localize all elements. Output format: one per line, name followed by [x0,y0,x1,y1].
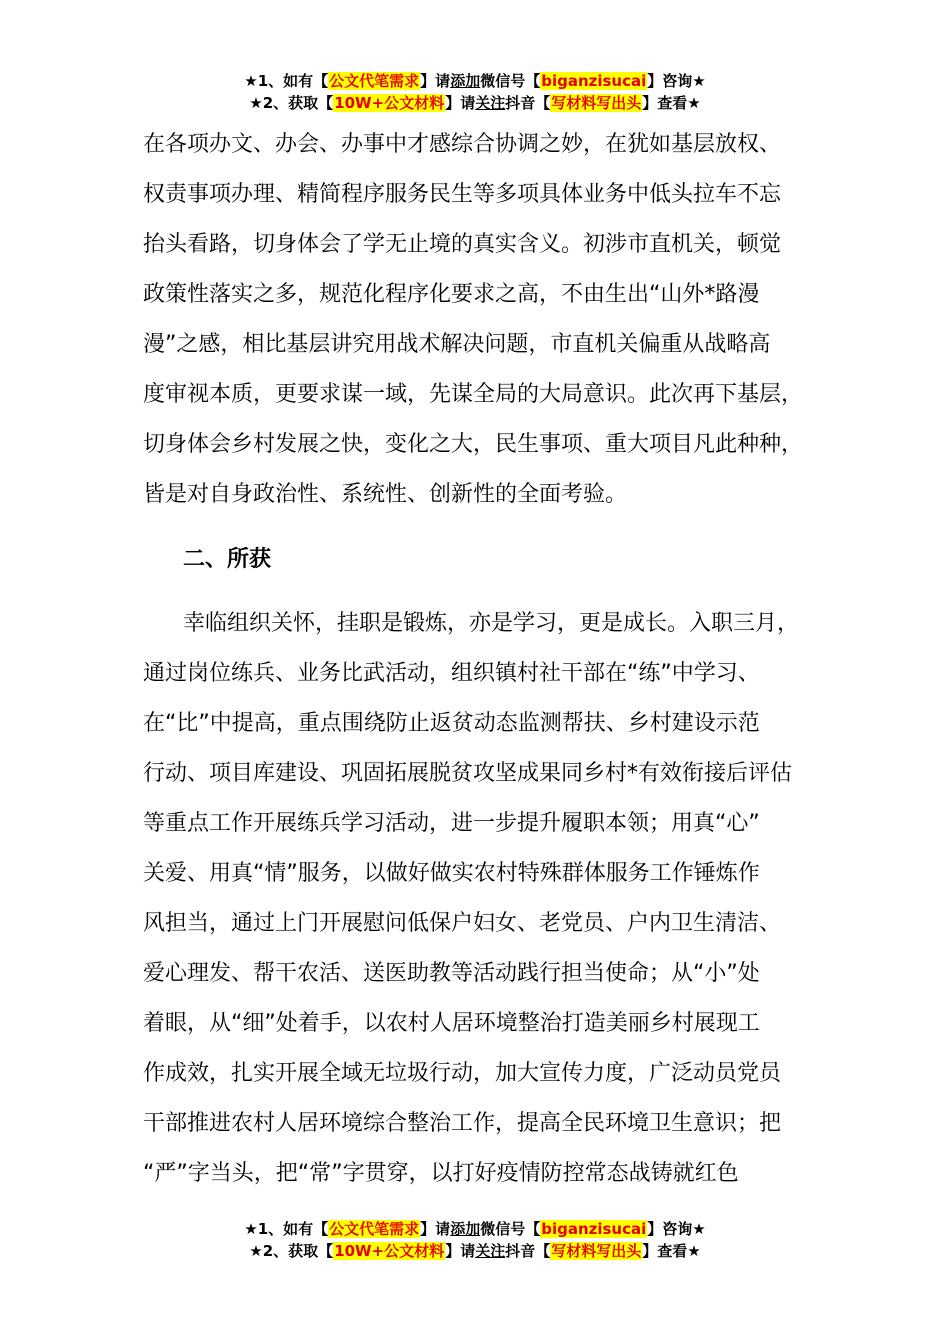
document-body [143,120,823,1199]
text-line: “严”字当头，把“常”字贯穿，以打好疫情防控常态战铸就红色 [143,1161,739,1186]
banner-text: 】咨询★ [647,1220,706,1238]
banner-text: 】请 [445,1242,476,1260]
text-line: 在“比”中提高，重点围绕防止返贫动态监测帮扶、乡村建设示范 [143,711,760,736]
banner-line-2 [0,1240,950,1262]
banner-highlight: 公文代笔需求 [329,1220,420,1238]
text-line: 政策性落实之多，规范化程序化要求之高，不由生出“山外*路漫 [143,282,760,307]
header-banner [0,70,950,114]
banner-highlight: 公文代笔需求 [329,72,420,90]
text-line: 关爱、用真“情”服务，以做好做实农村特殊群体服务工作锤炼作 [143,861,760,886]
paragraph-1 [143,120,823,520]
text-line: 度审视本质，更要求谋一域，先谋全局的大局意识。此次再下基层， [143,382,804,407]
banner-text: 抖音【 [505,1242,551,1260]
banner-text: ★2、获取【 [249,1242,334,1260]
banner-text: 】请 [445,94,476,112]
paragraph-2 [143,599,823,1199]
text-line: 着眼，从“细”处着手，以农村人居环境整治打造美丽乡村展现工 [143,1011,760,1036]
text-line: 权责事项办理、精简程序服务民生等多项具体业务中低头拉车不忘 [143,182,782,207]
banner-highlight: biganzisucai [541,1220,647,1238]
section-heading: 二、所获 [183,547,272,572]
banner-line-1 [0,70,950,92]
banner-highlight: biganzisucai [541,72,647,90]
banner-underlined-text: 添加 [450,1220,481,1238]
banner-underlined-text: 添加 [450,72,481,90]
text-line: 等重点工作开展练兵学习活动，进一步提升履职本领；用真“心” [143,811,760,836]
text-line: 行动、项目库建设、巩固拓展脱贫攻坚成果同乡村*有效衔接后评估 [143,761,793,786]
banner-highlight: 写材料写出头 [551,94,642,112]
banner-text: ★1、如有【 [244,1220,329,1238]
banner-text: 】咨询★ [647,72,706,90]
banner-text: 】查看★ [642,1242,701,1260]
banner-highlight: 写材料写出头 [551,1242,642,1260]
banner-text: ★2、获取【 [249,94,334,112]
text-line: 抬头看路，切身体会了学无止境的真实含义。初涉市直机关，顿觉 [143,232,782,257]
text-line: 干部推进农村人居环境综合整治工作，提高全民环境卫生意识；把 [143,1111,782,1136]
banner-line-1 [0,1218,950,1240]
banner-text: ★1、如有【 [244,72,329,90]
banner-highlight: 10W+公文材料 [334,1242,445,1260]
banner-text: 抖音【 [505,94,551,112]
banner-text: 微信号【 [480,1220,541,1238]
banner-underlined-text: 关注 [475,1242,506,1260]
text-line: 皆是对自身政治性、系统性、创新性的全面考验。 [143,482,628,507]
text-line: 作成效，扎实开展全域无垃圾行动，加大宣传力度，广泛动员党员 [143,1061,782,1086]
text-line: 通过岗位练兵、业务比武活动，组织镇村社干部在“练”中学习、 [143,661,760,686]
text-line: 切身体会乡村发展之快，变化之大，民生事项、重大项目凡此种种， [143,432,804,457]
banner-line-2 [0,92,950,114]
banner-text: 微信号【 [480,72,541,90]
banner-text: 】请 [420,72,451,90]
banner-highlight: 10W+公文材料 [334,94,445,112]
footer-banner [0,1218,950,1262]
text-line: 爱心理发、帮干农活、送医助教等活动践行担当使命；从“小”处 [143,961,760,986]
text-line: 幸临组织关怀，挂职是锻炼，亦是学习，更是成长。入职三月， [183,611,800,636]
text-line: 风担当，通过上门开展慰问低保户妇女、老党员、户内卫生清洁、 [143,911,782,936]
banner-text: 】查看★ [642,94,701,112]
banner-text: 】请 [420,1220,451,1238]
text-line: 漫”之感，相比基层讲究用战术解决问题，市直机关偏重从战略高 [143,332,771,357]
text-line: 在各项办文、办会、办事中才感综合协调之妙，在犹如基层放权、 [143,132,782,157]
banner-underlined-text: 关注 [475,94,506,112]
